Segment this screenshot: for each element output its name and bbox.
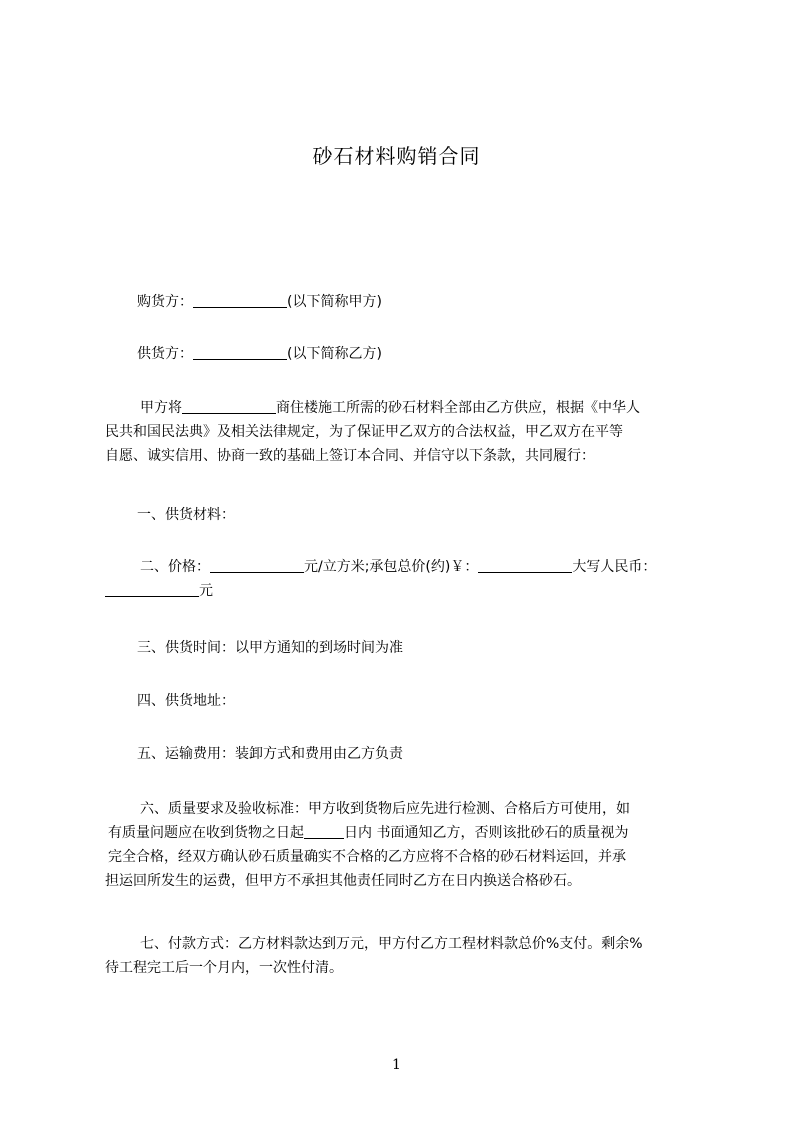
buyer-label: 购货方：: [137, 294, 193, 310]
clause-2: [105, 555, 656, 603]
clause-6-line-2-rest: 日内 书面通知乙方，否则该批砂石的质量视为: [344, 825, 629, 841]
clause-2-capital: 大写人民币：: [572, 559, 657, 575]
supplier-suffix: (以下简称乙方): [287, 346, 382, 362]
unit-price-blank[interactable]: [210, 558, 304, 573]
clause-7-line-2: 待工程完工后一个月内，一次性付清。: [105, 960, 343, 976]
intro-line-1: [105, 396, 640, 420]
supplier-line: [137, 342, 382, 366]
intro-paragraph: [105, 396, 640, 468]
clause-6-line-4: 担运回所发生的运费，但甲方不承担其他责任同时乙方在日内换送合格砂石。: [105, 873, 581, 889]
intro-line-3: 自愿、诚实信用、协商一致的基础上签订本合同、并信守以下条款，共同履行：: [105, 448, 595, 464]
notice-days-blank[interactable]: [304, 824, 344, 839]
clause-6-line-3: 完全合格，经双方确认砂石质量确实不合格的乙方应将不合格的砂石材料运回，并承: [108, 849, 626, 865]
clause-2-prefix: 二、价格：: [140, 559, 210, 575]
clause-2-unit: 元/立方米;承包总价(约)￥：: [304, 559, 479, 575]
total-price-blank[interactable]: [478, 558, 572, 573]
clause-6-line-2: [105, 821, 630, 845]
clause-4: 四、供货地址：: [137, 693, 235, 709]
clause-3: 三、供货时间：以甲方通知的到场时间为准: [137, 640, 403, 656]
contract-title: 砂石材料购销合同: [312, 144, 481, 168]
clause-2-line-2: [105, 579, 656, 603]
clause-2-yuan: 元: [199, 583, 213, 599]
intro-prefix: 甲方将: [140, 400, 182, 416]
clause-7-line-1: 七、付款方式：乙方材料款达到万元，甲方付乙方工程材料款总价%支付。剩余%: [140, 936, 643, 952]
intro-line-2: 民共和国民法典》及相关法律规定，为了保证甲乙双方的合法权益，甲乙双方在平等: [105, 424, 623, 440]
clause-6: [105, 797, 630, 893]
clause-5: 五、运输费用：装卸方式和费用由乙方负责: [137, 746, 403, 762]
capital-amount-blank[interactable]: [105, 582, 199, 597]
clause-6-line-2-prefix: 有质量问题应在收到货物之日起: [108, 825, 304, 841]
buyer-line: [137, 290, 382, 314]
clause-7: [105, 932, 643, 980]
supplier-label: 供货方：: [137, 346, 193, 362]
page-number: 1: [392, 1057, 401, 1073]
buyer-name-blank[interactable]: [193, 293, 287, 308]
buyer-suffix: (以下简称甲方): [287, 294, 382, 310]
clause-6-line-1: 六、质量要求及验收标准：甲方收到货物后应先进行检测、合格后方可使用，如: [140, 801, 630, 817]
supplier-name-blank[interactable]: [193, 345, 287, 360]
intro-line-1-rest: 商住楼施工所需的砂石材料全部由乙方供应，根据《中华人: [276, 400, 640, 416]
project-name-blank[interactable]: [182, 399, 276, 414]
clause-2-line-1: [105, 555, 656, 579]
clause-1: 一、供货材料：: [137, 507, 235, 523]
